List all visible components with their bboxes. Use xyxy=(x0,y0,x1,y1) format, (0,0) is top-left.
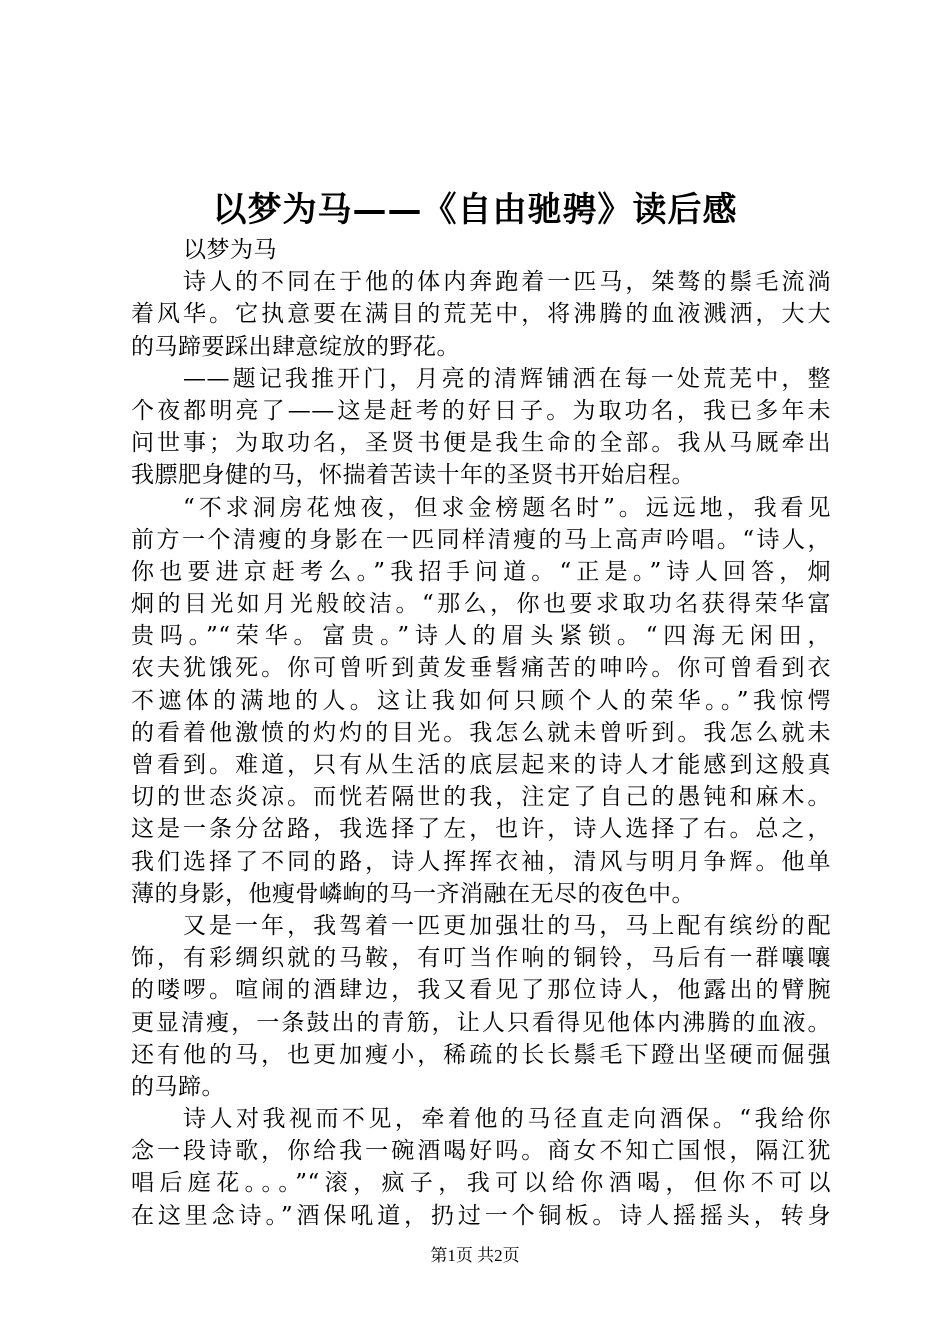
body-line: 着风华。它执意要在满目的荒芜中，将沸腾的血液溅洒，大大 xyxy=(131,301,831,328)
body-line: 前方一个清瘦的身影在一匹同样清瘦的马上高声吟唱。“诗人， xyxy=(131,526,831,553)
body-line: 饰，有彩绸织就的马鞍，有叮当作响的铜铃，马后有一群嚷嚷 xyxy=(131,945,831,972)
body-line: 你也要进京赶考么。”我招手问道。“正是。”诗人回答，炯 xyxy=(131,558,831,585)
body-line: ——题记我推开门，月亮的清辉铺洒在每一处荒芜中，整 xyxy=(183,365,831,392)
body-line: 我们选择了不同的路，诗人挥挥衣袖，清风与明月争辉。他单 xyxy=(131,848,831,875)
body-line: 的看着他激愤的灼灼的目光。我怎么就未曾听到。我怎么就未 xyxy=(131,719,831,746)
body-line: 还有他的马，也更加瘦小，稀疏的长长鬃毛下蹬出坚硬而倔强 xyxy=(131,1041,831,1068)
body-line: 的马蹄。 xyxy=(131,1073,225,1100)
body-line: 的马蹄要踩出肆意绽放的野花。 xyxy=(131,333,460,360)
body-line: 这是一条分岔路，我选择了左，也许，诗人选择了右。总之， xyxy=(131,816,831,843)
body-line: 农夫犹饿死。你可曾听到黄发垂髫痛苦的呻吟。你可曾看到衣 xyxy=(131,655,831,682)
body-line: 曾看到。难道，只有从生活的底层起来的诗人才能感到这般真 xyxy=(131,752,831,778)
body-line: 个夜都明亮了——这是赶考的好日子。为取功名，我已多年未 xyxy=(131,397,831,424)
body-line: 不遮体的满地的人。这让我如何只顾个人的荣华。。”我惊愕 xyxy=(131,687,831,714)
body-line: 又是一年，我驾着一匹更加强壮的马，马上配有缤纷的配 xyxy=(183,912,831,939)
body-line: 诗人对我视而不见，牵着他的马径直走向酒保。“我给你 xyxy=(183,1106,831,1133)
body-line: 贵吗。”“荣华。富贵。”诗人的眉头紧锁。“四海无闲田， xyxy=(131,623,831,650)
body-line: 炯的目光如月光般皎洁。“那么，你也要求取功名获得荣华富 xyxy=(131,591,831,618)
body-line: 切的世态炎凉。而恍若隔世的我，注定了自己的愚钝和麻木。 xyxy=(131,784,831,811)
body-line: 薄的身影，他瘦骨嶙峋的马一齐消融在无尽的夜色中。 xyxy=(131,880,695,907)
page-footer: 第1页 共2页 xyxy=(430,1246,520,1265)
body-line: 念一段诗歌，你给我一碗酒喝好吗。商女不知亡国恨，隔江犹 xyxy=(131,1138,831,1165)
subtitle-line: 以梦为马 xyxy=(183,237,277,263)
body-line: 更显清瘦，一条鼓出的青筋，让人只看得见他体内沸腾的血液。 xyxy=(131,1009,831,1036)
body-line: 在这里念诗。”酒保吼道，扔过一个铜板。诗人摇摇头，转身 xyxy=(131,1202,831,1229)
body-line: 的喽啰。喧闹的酒肆边，我又看见了那位诗人，他露出的臂腕 xyxy=(131,977,831,1004)
document-body xyxy=(131,234,831,1232)
body-line: “不求洞房花烛夜，但求金榜题名时”。远远地，我看见 xyxy=(183,494,831,521)
body-line: 唱后庭花。。。”“滚，疯子，我可以给你酒喝，但你不可以 xyxy=(131,1170,831,1197)
body-line: 诗人的不同在于他的体内奔跑着一匹马，桀骜的鬃毛流淌 xyxy=(183,269,831,296)
body-line: 我膘肥身健的马，怀揣着苦读十年的圣贤书开始启程。 xyxy=(131,462,695,489)
body-line: 问世事；为取功名，圣贤书便是我生命的全部。我从马厩牵出 xyxy=(131,430,831,457)
document-title: 以梦为马——《自由驰骋》读后感 xyxy=(212,190,738,230)
